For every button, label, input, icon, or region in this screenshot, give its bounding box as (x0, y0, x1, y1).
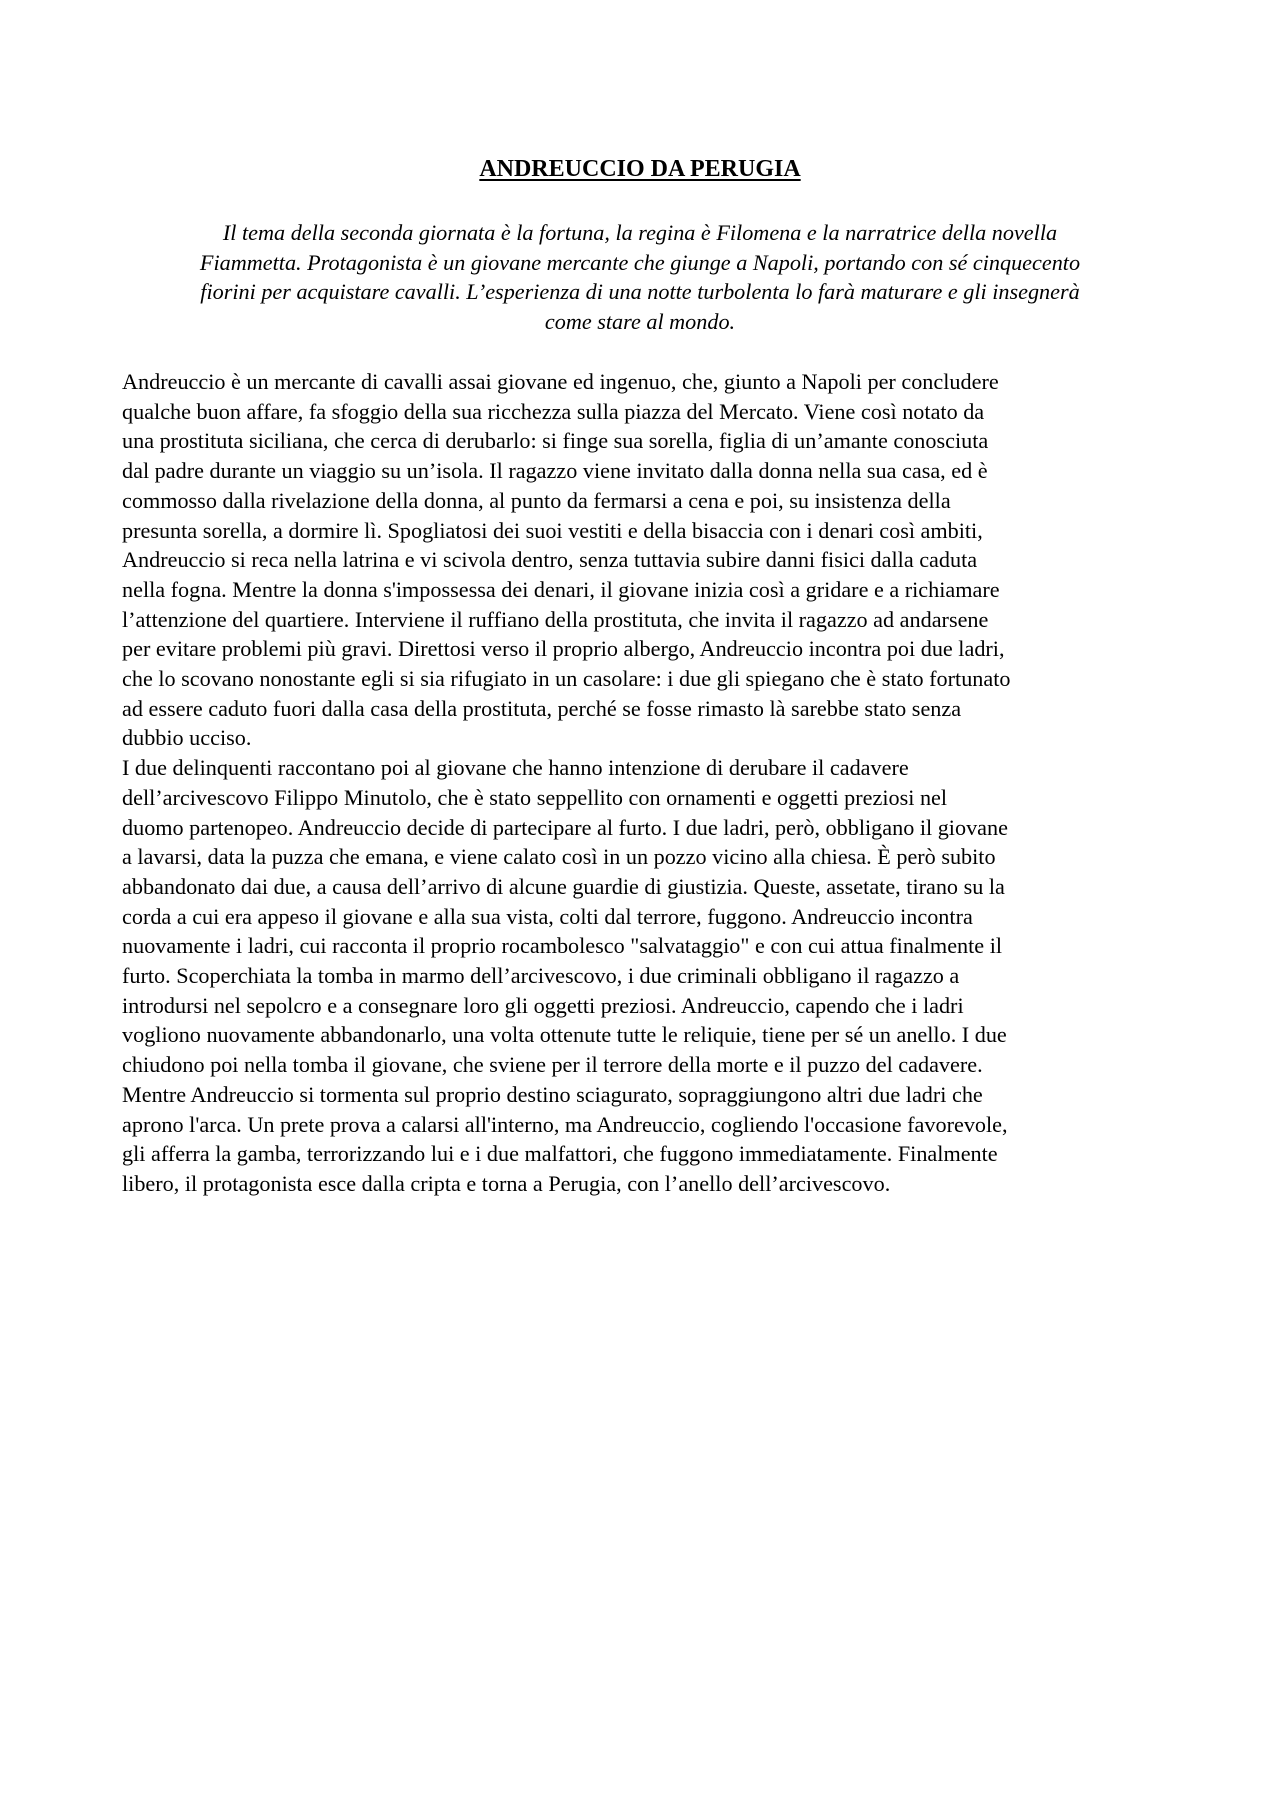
body-line: a lavarsi, data la puzza che emana, e viene calato così in un pozzo vicino alla chiesa. È però subito (122, 844, 996, 870)
body-line: I due delinquenti raccontano poi al giovane che hanno intenzione di derubare il cadavere (122, 755, 909, 781)
body-line: una prostituta siciliana, che cerca di derubarlo: si finge sua sorella, figlia di un’amante conosciuta (122, 428, 989, 454)
body-line: Mentre Andreuccio si tormenta sul proprio destino sciagurato, sopraggiungono altri due ladri che (122, 1081, 983, 1107)
intro-line: fiorini per acquistare cavalli. L’esperienza di una notte turbolenta lo farà maturare e gli insegnerà (200, 279, 1080, 305)
body-line: per evitare problemi più gravi. Direttosi verso il proprio albergo, Andreuccio incontra poi due ladri, (122, 636, 1005, 662)
body-line: vogliono nuovamente abbandonarlo, una volta ottenute tutte le reliquie, tiene per sé un anello. I due (122, 1022, 1007, 1048)
body-line: abbandonato dai due, a causa dell’arrivo di alcune guardie di giustizia. Queste, assetate, tirano su la (122, 873, 1005, 899)
body-line: commosso dalla rivelazione della donna, al punto da fermarsi a cena e poi, su insistenza della (122, 487, 951, 513)
body-line: dal padre durante un viaggio su un’isola. Il ragazzo viene invitato dalla donna nella sua casa, ed è (122, 458, 988, 484)
body-line: introdursi nel sepolcro e a consegnare loro gli oggetti preziosi. Andreuccio, capendo che i ladri (122, 992, 964, 1018)
body-line: Andreuccio è un mercante di cavalli assai giovane ed ingenuo, che, giunto a Napoli per concludere (122, 369, 999, 394)
body-line: furto. Scoperchiata la tomba in marmo dell’arcivescovo, i due criminali obbligano il ragazzo a (122, 963, 960, 989)
body-line: Andreuccio si reca nella latrina e vi scivola dentro, senza tuttavia subire danni fisici dalla caduta (122, 547, 978, 573)
body-line: gli afferra la gamba, terrorizzando lui e i due malfattori, che fuggono immediatamente. Finalmente (122, 1141, 998, 1167)
document-title-text: ANDREUCCIO DA PERUGIA (479, 156, 801, 182)
body-line: presunta sorella, a dormire lì. Spogliatosi dei suoi vestiti e della bisaccia con i denari così ambiti, (122, 517, 983, 543)
body-line: libero, il protagonista esce dalla cripta e torna a Perugia, con l’anello dell’arcivescovo. (122, 1170, 891, 1196)
body-line: che lo scovano nonostante egli si sia rifugiato in un casolare: i due gli spiegano che è stato fortunato (122, 666, 1011, 692)
body-line: nuovamente i ladri, cui racconta il proprio rocambolesco "salvataggio" e con cui attua finalmente il (122, 933, 1003, 959)
body-line: corda a cui era appeso il giovane e alla sua vista, colti dal terrore, fuggono. Andreuccio incontra (122, 903, 973, 929)
body-line: l’attenzione del quartiere. Interviene il ruffiano della prostituta, che invita il ragazzo ad andarsene (122, 606, 989, 632)
body-line: dell’arcivescovo Filippo Minutolo, che è stato seppellito con ornamenti e oggetti preziosi nel (122, 784, 948, 810)
body-line: ad essere caduto fuori dalla casa della prostituta, perché se fosse rimasto là sarebbe stato senza (122, 695, 962, 721)
intro-line: Fiammetta. Protagonista è un giovane mercante che giunge a Napoli, portando con sé cinquecento (199, 249, 1081, 275)
intro-line: Il tema della seconda giornata è la fortuna, la regina è Filomena e la narratrice della novella (222, 220, 1058, 245)
intro-paragraph (122, 218, 1158, 336)
body-line: qualche buon affare, fa sfoggio della sua ricchezza sulla piazza del Mercato. Viene così notato da (122, 398, 985, 424)
document-title (0, 154, 1280, 184)
body-line: dubbio ucciso. (122, 725, 252, 751)
body-line: nella fogna. Mentre la donna s'impossessa dei denari, il giovane inizia così a gridare e a richiamare (122, 576, 1000, 602)
body-paragraph (122, 367, 1182, 1199)
intro-line: come stare al mondo. (544, 308, 736, 334)
body-line: aprono l'arca. Un prete prova a calarsi all'interno, ma Andreuccio, cogliendo l'occasione favorevole, (122, 1111, 1008, 1137)
body-line: duomo partenopeo. Andreuccio decide di partecipare al furto. I due ladri, però, obbligano il giovane (122, 814, 1008, 840)
body-line: chiudono poi nella tomba il giovane, che sviene per il terrore della morte e il puzzo del cadavere. (122, 1052, 983, 1078)
